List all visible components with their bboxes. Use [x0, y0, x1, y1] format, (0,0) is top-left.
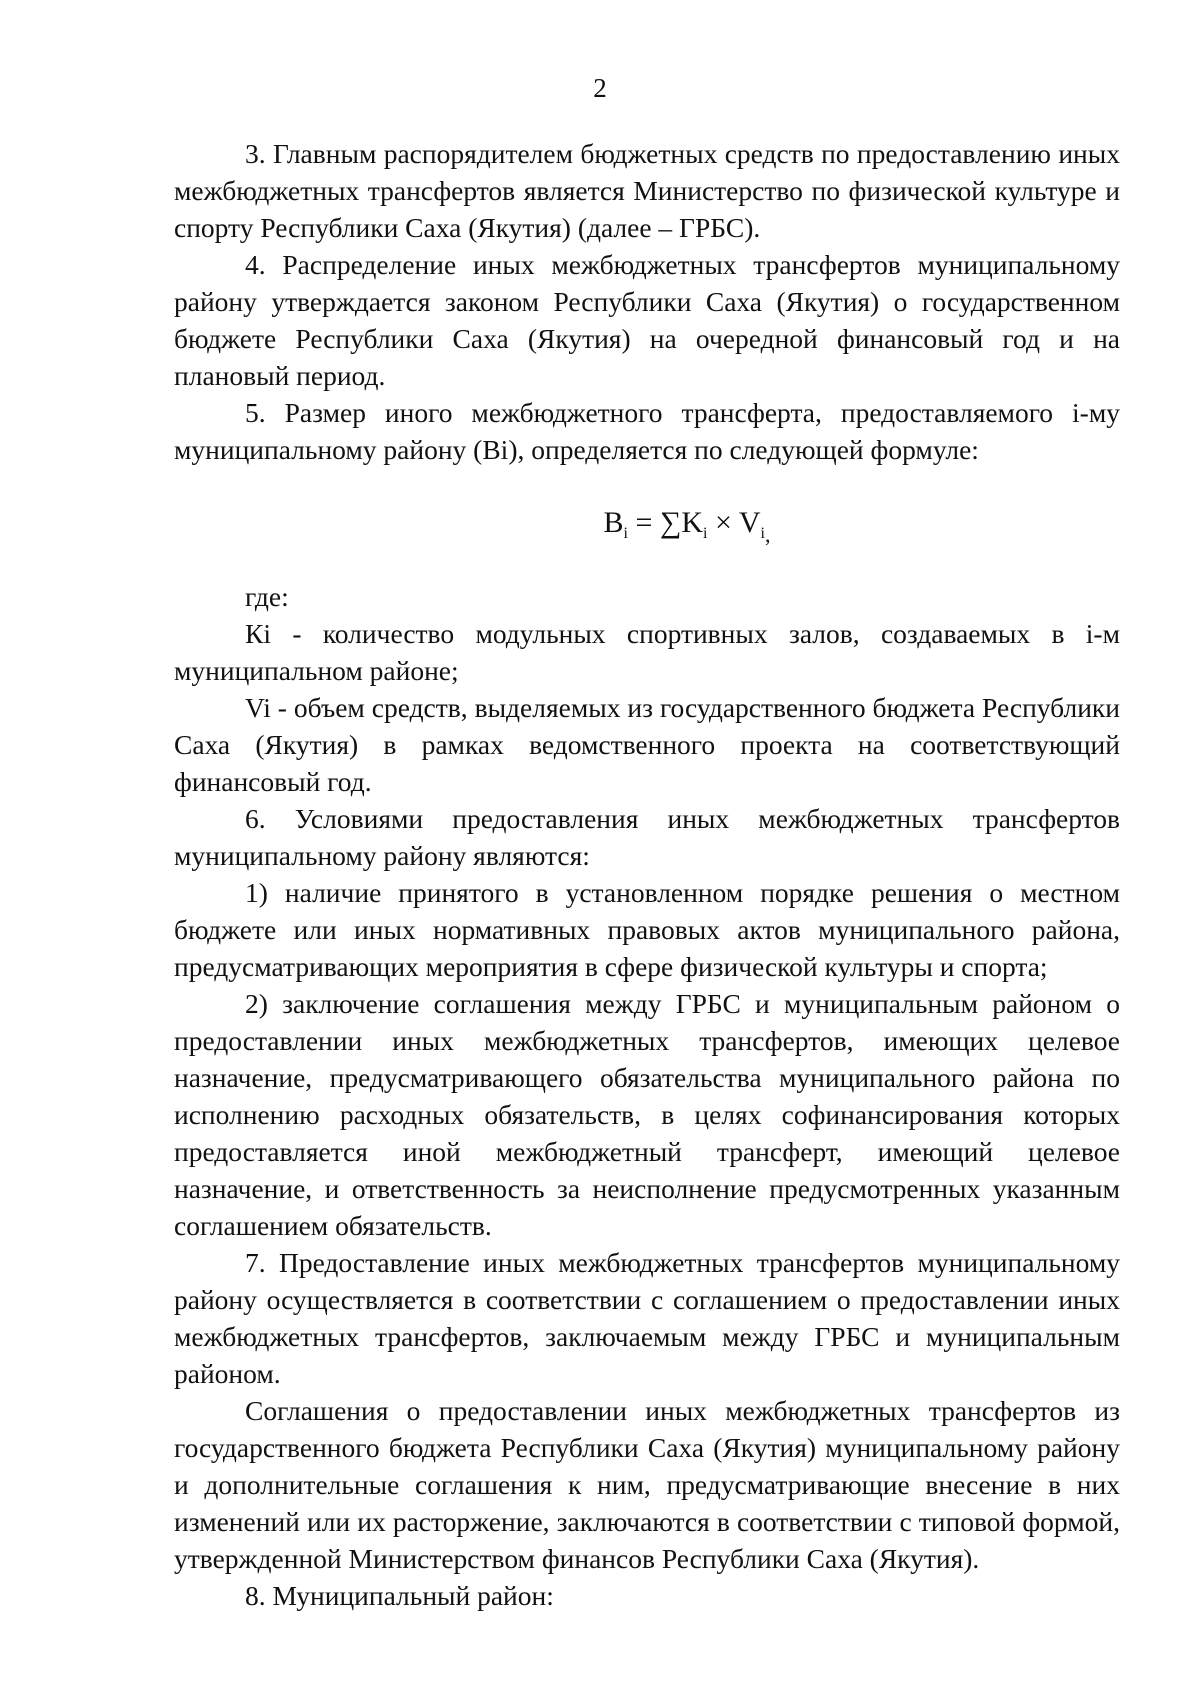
formula-lhs: B — [603, 506, 624, 539]
formula — [174, 468, 1120, 578]
agreements-paragraph: Соглашения о предоставлении иных межбюджетных трансфертов из государственного бюджета Республики Саха (Якутия) муниципальному району и дополнительные соглашения к ним, предусматривающие внесение в них изменений или их расторжение, заключаются в соответствии с типовой формой, утвержденной Министерством финансов Республики Саха (Якутия). — [174, 1395, 1120, 1574]
paragraph-item-3: 3. Главным распорядителем бюджетных средств по предоставлению иных межбюджетных трансфертов является Министерство по физической культуре и спорту Республики Саха (Якутия) (далее – ГРБС). — [174, 138, 1120, 243]
paragraph-item-6: 6. Условиями предоставления иных межбюджетных трансфертов муниципальному району являются: — [174, 803, 1120, 871]
formula-comma: , — [764, 522, 771, 547]
formula-times: × — [707, 506, 739, 539]
formula-equals-sum: = ∑ — [628, 506, 682, 539]
paragraph-item-8: 8. Муниципальный район: — [245, 1580, 554, 1611]
where-label: где: — [245, 581, 289, 612]
paragraph-item-5: 5. Размер иного межбюджетного трансферта, предоставляемого i-му муниципальному району (Вi), определяется по следующей формуле: — [174, 397, 1120, 465]
definition-ki: Кi - количество модульных спортивных залов, создаваемых в i-м муниципальном районе; — [174, 618, 1120, 686]
formula-lhs-sub: i — [623, 525, 628, 542]
paragraph-item-4: 4. Распределение иных межбюджетных трансфертов муниципальному району утверждается законом Республики Саха (Якутия) о государственном бюджете Республики Саха (Якутия) на очередной финансовый год и на плановый период. — [174, 249, 1120, 391]
formula-v-sub: i — [760, 525, 765, 542]
formula-k-sub: i — [702, 525, 708, 542]
paragraph-item-7: 7. Предоставление иных межбюджетных трансфертов муниципальному району осуществляется в соответствии с соглашением о предоставлении иных межбюджетных трансфертов, заключаемым между ГРБС и муниципальным районом. — [174, 1247, 1120, 1389]
page-number: 2 — [593, 73, 607, 103]
document-body — [174, 135, 1120, 1614]
formula-v: V — [738, 506, 761, 539]
definition-vi: Vi - объем средств, выделяемых из государственного бюджета Республики Саха (Якутия) в рамках ведомственного проекта на соответствующий финансовый год. — [174, 692, 1120, 797]
formula-k: K — [681, 506, 703, 539]
condition-1: 1) наличие принятого в установленном порядке решения о местном бюджете или иных нормативных правовых актов муниципального района, предусматривающих мероприятия в сфере физической культуры и спорта; — [174, 877, 1120, 982]
condition-2: 2) заключение соглашения между ГРБС и муниципальным районом о предоставлении иных межбюджетных трансфертов, имеющих целевое назначение, предусматривающего обязательства муниципального района по исполнению расходных обязательств, в целях софинансирования которых предоставляется иной межбюджетный трансферт, имеющий целевое назначение, и ответственность за неисполнение предусмотренных указанным соглашением обязательств. — [174, 988, 1120, 1241]
